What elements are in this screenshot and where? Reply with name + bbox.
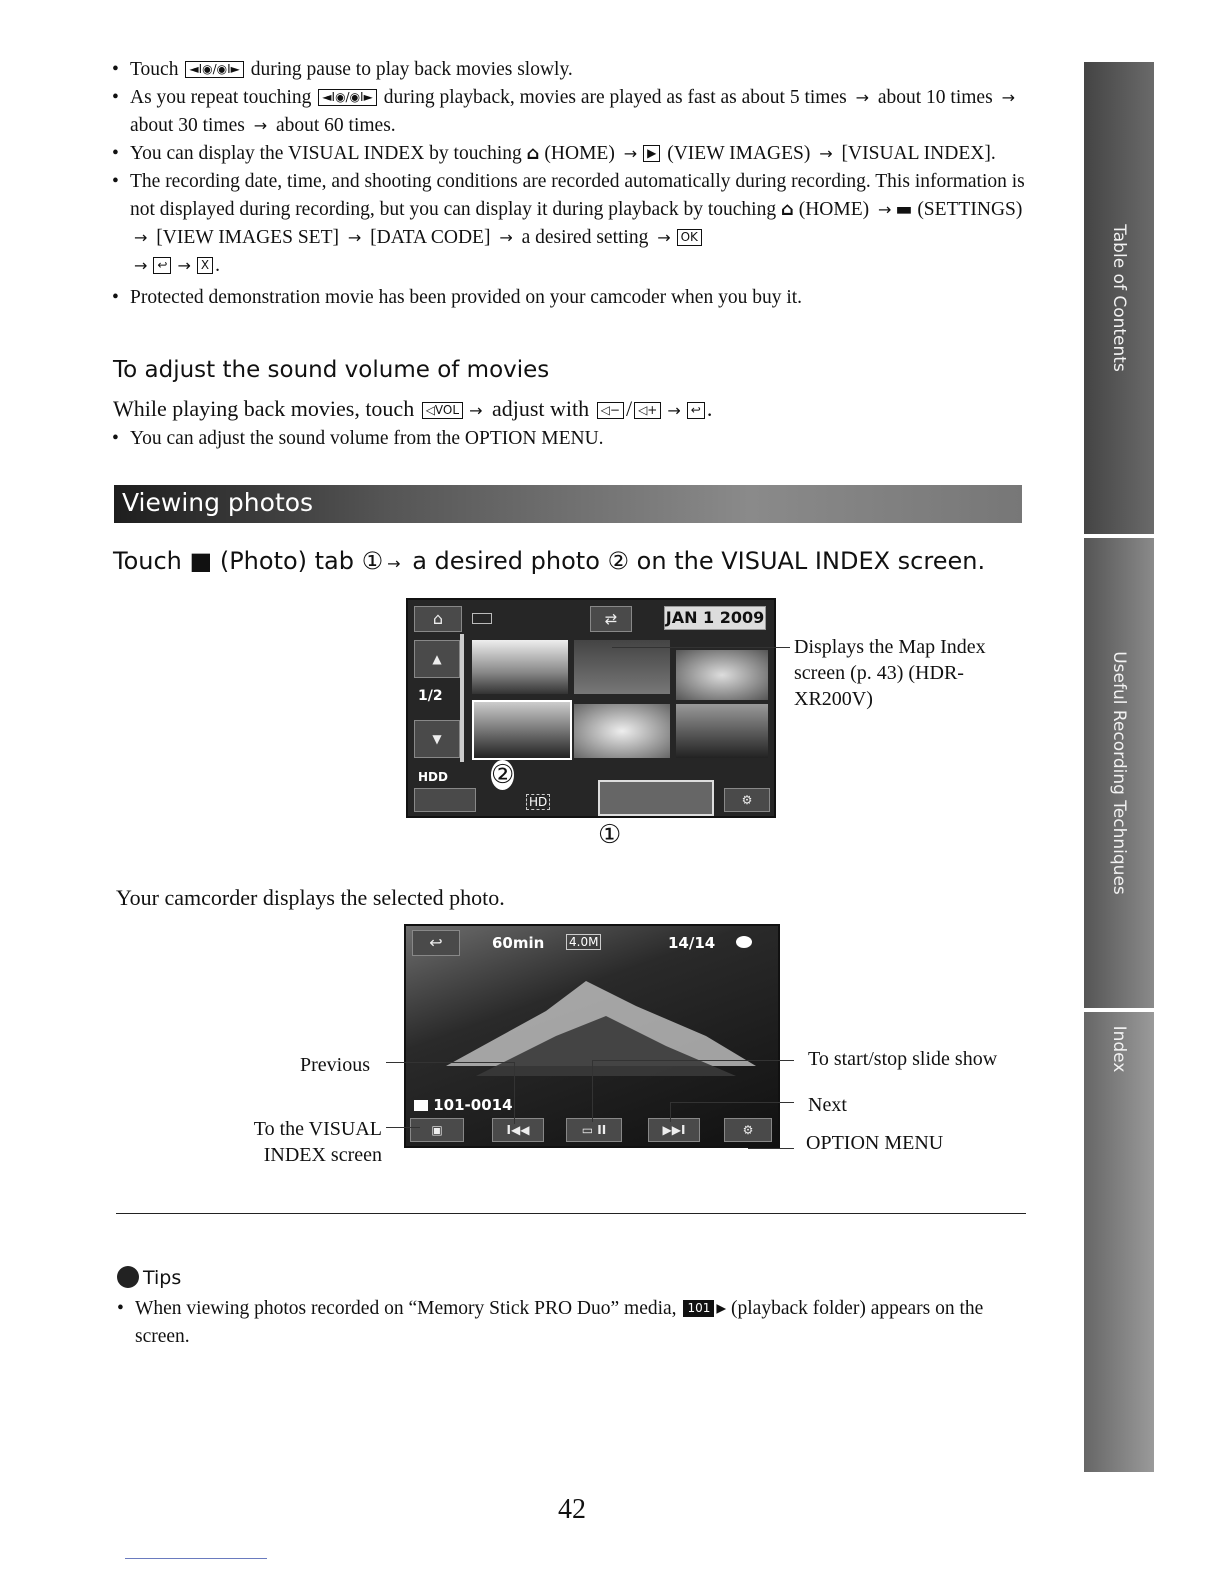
- memory-icon: [736, 936, 752, 948]
- thumbnail-group[interactable]: [574, 704, 670, 758]
- scroll-down-button[interactable]: ▼: [414, 720, 460, 758]
- option-button[interactable]: ⚙: [724, 788, 770, 812]
- arrow-icon: →: [347, 228, 362, 247]
- scroll-bar[interactable]: [460, 634, 464, 762]
- arrow-icon: →: [469, 401, 483, 420]
- slow-play-icon: ◄I◉/◉I►: [318, 89, 377, 106]
- photo-tab[interactable]: [598, 780, 714, 816]
- tips-heading: Tips: [117, 1266, 181, 1289]
- folder-101-icon: 101: [683, 1300, 714, 1317]
- view-images-icon: ▶: [643, 145, 660, 162]
- section-banner: [114, 485, 1022, 523]
- next-callout: Next: [808, 1094, 847, 1116]
- sidebar-tab-useful[interactable]: [1084, 538, 1154, 1008]
- slideshow-button[interactable]: ▭ II: [566, 1118, 622, 1142]
- date-display: JAN 1 2009: [664, 606, 766, 630]
- arrow-icon: →: [499, 228, 513, 247]
- visual-index-screen: [406, 598, 776, 818]
- thumbnail-racecar[interactable]: [472, 640, 568, 694]
- photo-counter: 14/14: [668, 934, 716, 952]
- thumbnail-mountain-selected[interactable]: [472, 700, 572, 760]
- bullet-option-menu: • You can adjust the sound volume from the OPTION MENU.: [112, 425, 1012, 453]
- map-index-button[interactable]: ⇄: [590, 606, 632, 632]
- sidebar-tab-toc[interactable]: [1084, 62, 1154, 534]
- bottom-rule: [125, 1558, 267, 1559]
- arrow-icon: →: [623, 144, 638, 163]
- callout-one: ①: [598, 820, 622, 850]
- section-divider: [116, 1213, 1026, 1214]
- visual-index-leader: [386, 1127, 420, 1128]
- settings-icon: ▬: [895, 199, 913, 220]
- home-icon: ⌂: [780, 199, 794, 220]
- camera-icon: ■: [189, 547, 213, 575]
- sound-instruction: While playing back movies, touch ◁VOL → adjust with ◁− / ◁+ → ↩ .: [113, 396, 713, 421]
- thumbnail-dark[interactable]: [676, 704, 768, 758]
- arrow-icon: →: [134, 228, 148, 247]
- sidebar-tab-index[interactable]: [1084, 1012, 1154, 1472]
- image-size-icon: 4.0M: [566, 934, 601, 950]
- tip-playback-folder: • When viewing photos recorded on “Memory Stick PRO Duo” media, 101 ▸ (playback folder) appears on the screen.: [117, 1295, 1023, 1351]
- return-icon: ↩: [687, 402, 705, 419]
- hd-badge: HD: [526, 794, 550, 810]
- close-icon: X: [197, 257, 213, 274]
- volume-icon: ◁VOL: [422, 402, 463, 419]
- folder-number: 101-0014: [414, 1096, 513, 1114]
- arrow-icon: →: [134, 256, 148, 275]
- movie-tab[interactable]: [414, 788, 476, 812]
- visual-index-callout: To the VISUAL INDEX screen: [253, 1118, 382, 1166]
- arrow-icon: →: [177, 256, 191, 275]
- thumbnail-crowd[interactable]: [676, 650, 768, 700]
- option-menu-button[interactable]: ⚙: [724, 1118, 772, 1142]
- sound-bullet-list: [112, 425, 1012, 453]
- sidebar-tab-useful-label: Useful Recording Techniques: [1109, 651, 1129, 895]
- volume-up-icon: ◁+: [634, 402, 661, 419]
- return-icon: ↩: [153, 257, 171, 274]
- previous-leader-vertical: [514, 1062, 515, 1124]
- sound-heading: To adjust the sound volume of movies: [113, 357, 550, 383]
- arrow-icon: →: [657, 228, 671, 247]
- volume-down-icon: ◁−: [597, 402, 624, 419]
- back-button[interactable]: ↩: [412, 930, 460, 956]
- slow-play-icon: ◄I◉/◉I►: [185, 61, 244, 78]
- previous-button[interactable]: I◀◀: [492, 1118, 544, 1142]
- bullet-slow-playback: • Touch ◄I◉/◉I► during pause to play back movies slowly.: [112, 56, 1032, 84]
- next-button[interactable]: ▶▶I: [648, 1118, 700, 1142]
- next-leader: [670, 1102, 794, 1103]
- section-title: Viewing photos: [122, 488, 314, 517]
- home-icon: ⌂: [526, 143, 540, 164]
- tips-icon: [117, 1266, 139, 1288]
- page-indicator: 1/2: [418, 688, 443, 704]
- arrow-icon: →: [878, 200, 892, 219]
- bullet-fast-playback: • As you repeat touching ◄I◉/◉I► during playback, movies are played as fast as about 5 times → about 10 times → about 30 times → about 60 times.: [112, 84, 1032, 140]
- ok-icon: OK: [677, 229, 702, 246]
- option-callout: OPTION MENU: [806, 1132, 944, 1154]
- circled-one-icon: ①: [361, 547, 384, 575]
- battery-remaining: 60min: [492, 934, 545, 952]
- bullet-data-code: • The recording date, time, and shooting conditions are recorded automatically during recording. This information is not displayed during recording, but you can display it during playback by touching ⌂ (HOME) → ▬ (SETTINGS) → [VIEW IMAGES SET] → [DATA CODE] → a desired setting → OK → ↩ → X .: [112, 168, 1032, 280]
- triangle-icon: ▸: [716, 1298, 727, 1319]
- thumbnail-landscape[interactable]: [574, 640, 670, 694]
- page-number: 42: [558, 1494, 586, 1525]
- sidebar-tab-index-label: Index: [1109, 1025, 1129, 1073]
- top-bullet-list: [112, 56, 1032, 312]
- map-index-callout: Displays the Map Index screen (p. 43) (HDR-XR200V): [794, 636, 986, 710]
- battery-icon: [472, 613, 492, 624]
- camcorder-text: Your camcorder displays the selected photo.: [116, 885, 505, 910]
- arrow-icon: →: [1001, 88, 1015, 107]
- visual-index-button[interactable]: ▣: [410, 1118, 464, 1142]
- arrow-icon: →: [667, 401, 681, 420]
- instruction-heading: Touch ■ (Photo) tab ① → a desired photo ② on the VISUAL INDEX screen.: [113, 547, 986, 575]
- bullet-demo-movie: • Protected demonstration movie has been provided on your camcoder when you buy it.: [112, 284, 1032, 312]
- slideshow-leader: [592, 1060, 794, 1061]
- slideshow-leader-vertical: [592, 1060, 593, 1122]
- media-label: HDD: [418, 770, 448, 784]
- circled-two-icon: ②: [607, 547, 630, 575]
- arrow-icon: →: [855, 88, 869, 107]
- scroll-up-button[interactable]: ▲: [414, 640, 460, 678]
- next-leader-vertical: [670, 1102, 671, 1122]
- callout-two: ②: [491, 760, 515, 790]
- slideshow-callout: To start/stop slide show: [808, 1048, 998, 1070]
- home-button[interactable]: ⌂: [414, 606, 462, 632]
- previous-leader: [386, 1062, 514, 1063]
- arrow-icon: →: [819, 144, 833, 163]
- option-leader: [748, 1148, 794, 1149]
- arrow-icon: →: [253, 116, 268, 135]
- camera-icon: [414, 1100, 428, 1111]
- sidebar-tab-toc-label: Table of Contents: [1109, 224, 1129, 372]
- arrow-icon: →: [387, 554, 401, 573]
- tips-list: [117, 1295, 1023, 1351]
- previous-callout: Previous: [300, 1054, 370, 1076]
- bullet-visual-index: • You can display the VISUAL INDEX by touching ⌂ (HOME) → ▶ (VIEW IMAGES) → [VISUAL INDEX].: [112, 140, 1032, 168]
- map-index-leader: [612, 647, 790, 648]
